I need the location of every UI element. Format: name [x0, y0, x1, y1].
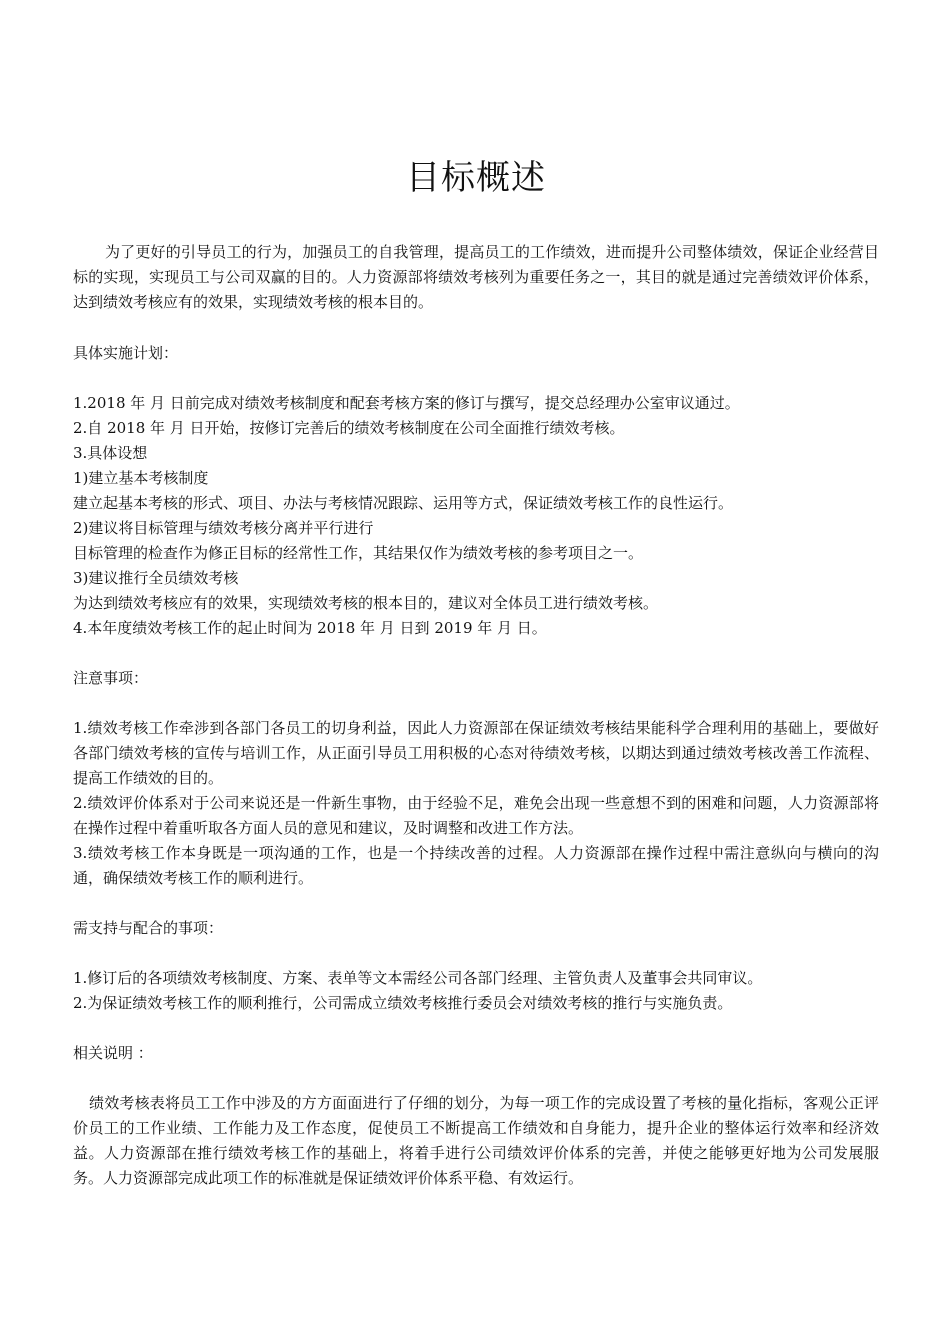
plan-line-4: 1)建立基本考核制度 [73, 469, 209, 487]
plan-line-1: 1.2018 年 月 日前完成对绩效考核制度和配套考核方案的修订与撰写，提交总经理办公室审议通过。 [73, 394, 740, 412]
support-item-1: 1.修订后的各项绩效考核制度、方案、表单等文本需经公司各部门经理、主管负责人及董事会共同审议。 [73, 969, 763, 987]
plan-line-6: 2)建议将目标管理与绩效考核分离并平行进行 [73, 519, 374, 537]
plan-line-10: 4.本年度绩效考核工作的起止时间为 2018 年 月 日到 2019 年 月 日。 [73, 619, 547, 637]
plan-line-8: 3)建议推行全员绩效考核 [73, 569, 239, 587]
notes-heading: 注意事项： [73, 669, 149, 687]
related-heading: 相关说明 ： [73, 1044, 153, 1062]
plan-line-7: 目标管理的检查作为修正目标的经常性工作，其结果仅作为绩效考核的参考项目之一。 [73, 544, 644, 562]
notes-item-2: 2.绩效评价体系对于公司来说还是一件新生事物，由于经验不足，难免会出现一些意想不到的困难和问题，人力资源部将在操作过程中着重听取各方面人员的意见和建议，及时调整和改进工作方法。 [73, 794, 879, 837]
support-item-2: 2.为保证绩效考核工作的顺利推行，公司需成立绩效考核推行委员会对绩效考核的推行与实施负责。 [73, 994, 733, 1012]
page-title: 目标概述 [406, 158, 546, 198]
notes-item-3: 3.绩效考核工作本身既是一项沟通的工作，也是一个持续改善的过程。人力资源部在操作过程中需注意纵向与横向的沟通，确保绩效考核工作的顺利进行。 [73, 844, 879, 887]
support-heading: 需支持与配合的事项： [73, 919, 224, 937]
notes-item-1: 1.绩效考核工作牵涉到各部门各员工的切身利益，因此人力资源部在保证绩效考核结果能科学合理利用的基础上，要做好各部门绩效考核的宣传与培训工作，从正面引导员工用积极的心态对待绩效考核，以期达到通过绩效考核改善工作流程、提高工作绩效的目的。 [73, 719, 879, 787]
plan-line-9: 为达到绩效考核应有的效果，实现绩效考核的根本目的，建议对全体员工进行绩效考核。 [73, 594, 659, 612]
related-paragraph: 绩效考核表将员工工作中涉及的方方面面进行了仔细的划分，为每一项工作的完成设置了考核的量化指标，客观公正评价员工的工作业绩、工作能力及工作态度，促使员工不断提高工作绩效和自身能力，提升企业的整体运行效率和经济效益。人力资源部在推行绩效考核工作的基础上，将着手进行公司绩效评价体系的完善，并使之能够更好地为公司发展服务。人力资源部完成此项工作的标准就是保证绩效评价体系平稳、有效运行。 [73, 1094, 879, 1187]
plan-line-2: 2.自 2018 年 月 日开始，按修订完善后的绩效考核制度在公司全面推行绩效考核。 [73, 419, 625, 437]
document-page [73, 0, 879, 1344]
intro-paragraph: 为了更好的引导员工的行为，加强员工的自我管理，提高员工的工作绩效，进而提升公司整体绩效，保证企业经营目标的实现，实现员工与公司双赢的目的。人力资源部将绩效考核列为重要任务之一，其目的就是通过完善绩效评价体系，达到绩效考核应有的效果，实现绩效考核的根本目的。 [73, 243, 879, 311]
plan-line-5: 建立起基本考核的形式、项目、办法与考核情况跟踪、运用等方式，保证绩效考核工作的良性运行。 [73, 494, 734, 512]
plan-heading: 具体实施计划： [73, 344, 179, 362]
plan-line-3: 3.具体设想 [73, 444, 148, 462]
